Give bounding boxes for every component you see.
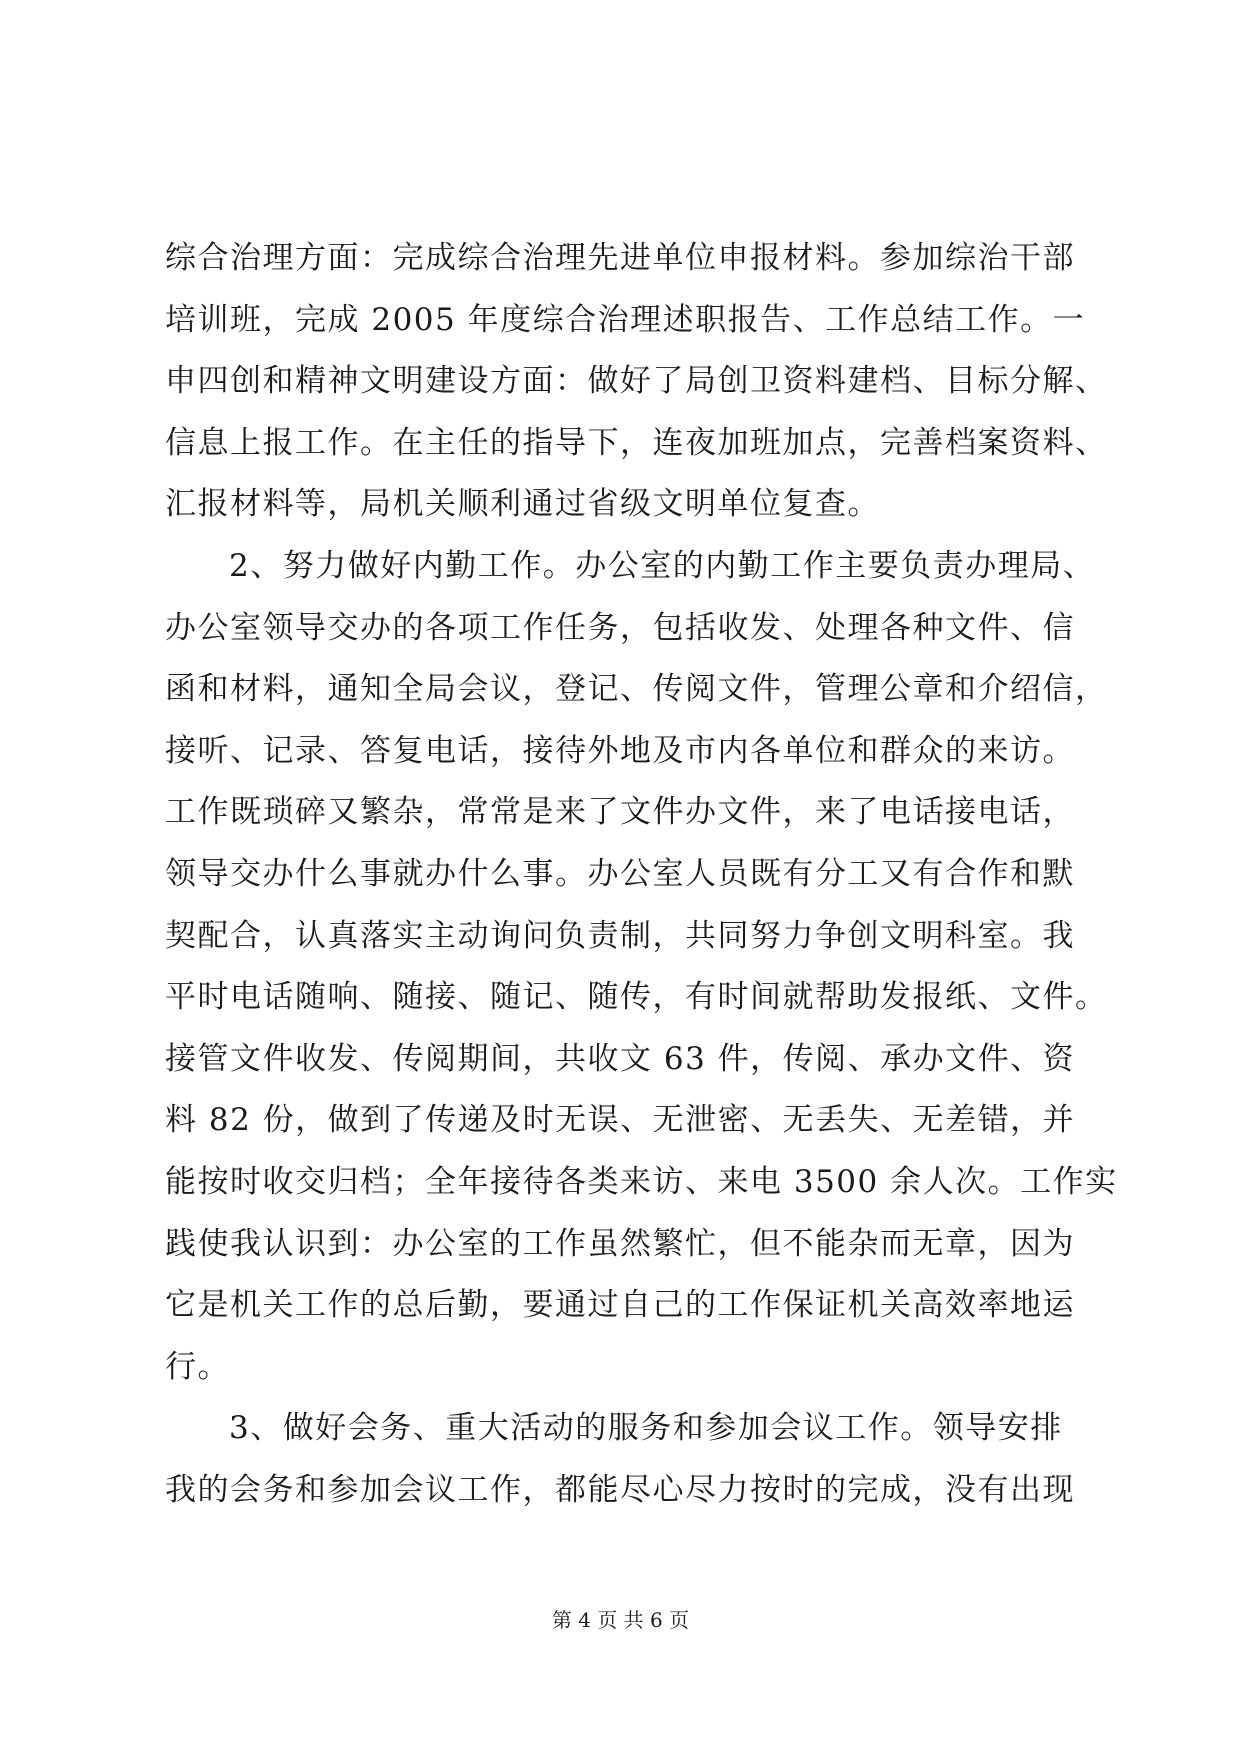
text-line: 领导交办什么事就办什么事。办公室人员既有分工又有合作和默	[165, 855, 1075, 892]
paragraph-start-line: 2、努力做好内勤工作。办公室的内勤工作主要负责办理局、	[229, 547, 1096, 584]
text-line: 信息上报工作。在主任的指导下，连夜加班加点，完善档案资料、	[165, 424, 1108, 461]
text-line: 契配合，认真落实主动询问负责制，共同努力争创文明科室。我	[165, 917, 1075, 954]
text-line: 它是机关工作的总后勤，要通过自己的工作保证机关高效率地运	[165, 1287, 1075, 1324]
text-line: 办公室领导交办的各项工作任务，包括收发、处理各种文件、信	[165, 609, 1075, 646]
text-line: 综合治理方面：完成综合治理先进单位申报材料。参加综治干部	[165, 240, 1075, 276]
text-line: 料 82 份，做到了传递及时无误、无泄密、无丢失、无差错，并	[165, 1102, 1076, 1139]
text-line: 平时电话随响、随接、随记、随传，有时间就帮助发报纸、文件。	[165, 979, 1108, 1016]
text-line: 汇报材料等，局机关顺利通过省级文明单位复查。	[165, 486, 880, 523]
paragraph-start-line: 3、做好会务、重大活动的服务和参加会议工作。领导安排	[229, 1410, 1063, 1447]
page-number-footer: 第 4 页 共 6 页	[551, 1608, 690, 1632]
document-body	[165, 228, 1118, 1521]
text-line: 接管文件收发、传阅期间，共收文 63 件，传阅、承办文件、资	[165, 1040, 1076, 1077]
text-line: 接听、记录、答复电话，接待外地及市内各单位和群众的来访。	[165, 732, 1075, 769]
text-line: 申四创和精神文明建设方面：做好了局创卫资料建档、目标分解、	[165, 363, 1108, 400]
text-line: 我的会务和参加会议工作，都能尽心尽力按时的完成，没有出现	[165, 1471, 1075, 1508]
text-line: 践使我认识到：办公室的工作虽然繁忙，但不能杂而无章，因为	[165, 1225, 1075, 1262]
text-line: 函和材料，通知全局会议，登记、传阅文件，管理公章和介绍信，	[165, 671, 1108, 708]
text-line: 能按时收交归档；全年接待各类来访、来电 3500 余人次。工作实	[165, 1163, 1118, 1200]
text-line: 培训班，完成 2005 年度综合治理述职报告、工作总结工作。一	[165, 301, 1086, 338]
text-line: 行。	[165, 1348, 230, 1385]
text-line: 工作既琐碎又繁杂，常常是来了文件办文件，来了电话接电话，	[165, 794, 1075, 831]
